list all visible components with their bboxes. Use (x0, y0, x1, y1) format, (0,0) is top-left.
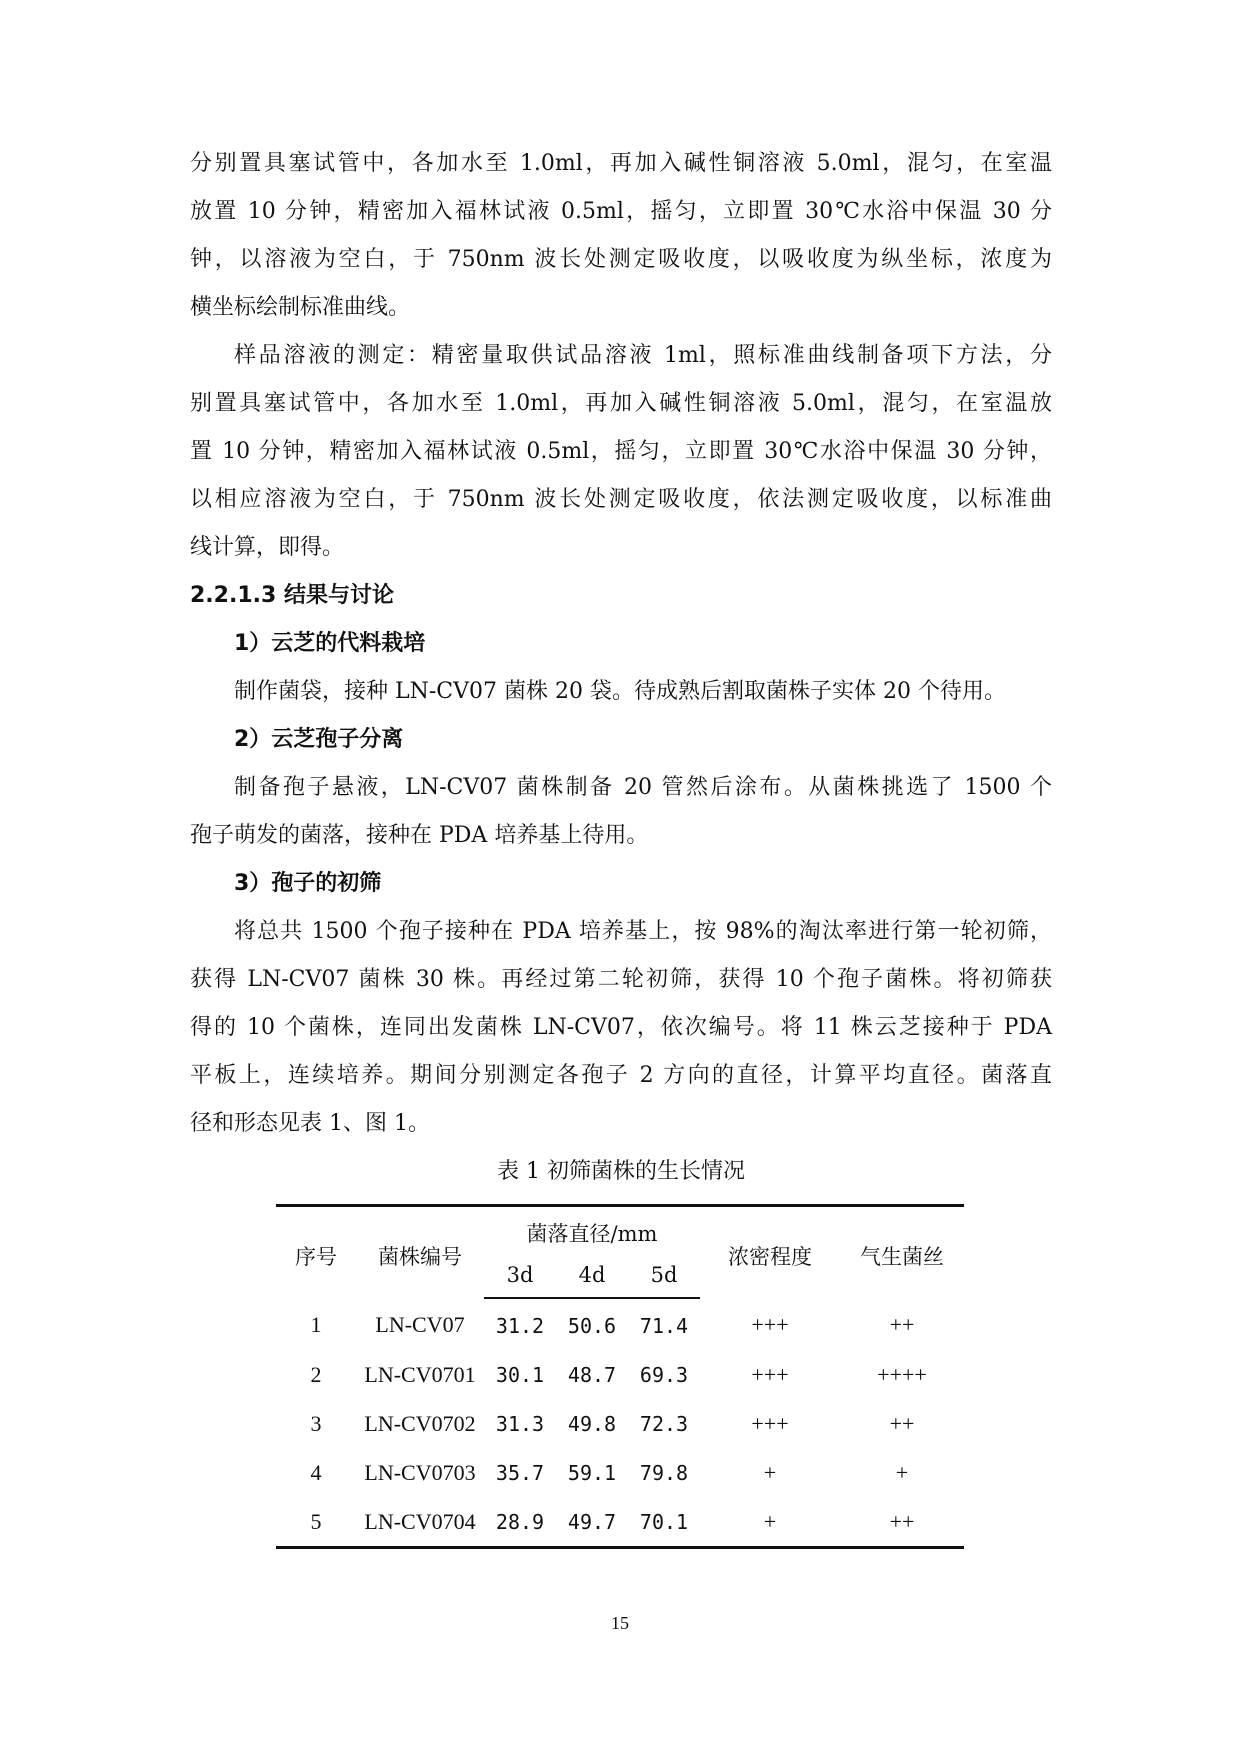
cell-d5: 72.3 (639, 1411, 689, 1436)
header-3d: 3d (484, 1253, 556, 1298)
cell-density: + (700, 1497, 840, 1548)
text-line: 钟，以溶液为空白，于 750nm 波长处测定吸收度，以吸收度为纵坐标，浓度为 (190, 247, 1052, 272)
text-line: 制备孢子悬液，LN-CV07 菌株制备 20 管然后涂布。从菌株挑选了 1500 个 (234, 775, 1052, 800)
text-line: 得的 10 个菌株，连同出发菌株 LN-CV07，依次编号。将 11 株云芝接种于 PDA (190, 1015, 1052, 1040)
subsection-heading-cultivation: 1）云芝的代料栽培 (234, 631, 426, 656)
header-diameter-group: 菌落直径/mm (484, 1206, 700, 1254)
cell-density: +++ (751, 1361, 789, 1387)
cell-density: +++ (751, 1312, 789, 1337)
cell-d4: 49.7 (556, 1497, 628, 1548)
cell-index: 4 (310, 1459, 322, 1485)
cell-d4: 50.6 (567, 1313, 617, 1338)
header-strain: 菌株编号 (356, 1206, 484, 1299)
text-line: 将总共 1500 个孢子接种在 PDA 培养基上，按 98%的淘汰率进行第一轮初筛， (234, 919, 1052, 944)
cell-strain: LN-CV0704 (356, 1497, 484, 1548)
table-row (276, 1448, 964, 1497)
cell-d3: 31.2 (495, 1313, 545, 1338)
cell-density: + (763, 1459, 777, 1485)
cell-index: 5 (276, 1497, 356, 1548)
table-row (276, 1399, 964, 1448)
cell-strain: LN-CV0702 (364, 1410, 476, 1436)
header-4d: 4d (556, 1253, 628, 1298)
cell-d5: 70.1 (628, 1497, 700, 1548)
cell-strain: LN-CV07 (375, 1312, 465, 1337)
cell-d3: 35.7 (495, 1460, 545, 1485)
subsection-heading-primary-screening: 3）孢子的初筛 (234, 871, 382, 896)
text-line: 横坐标绘制标准曲线。 (190, 295, 411, 320)
cell-strain: LN-CV0701 (364, 1361, 476, 1387)
text-line: 获得 LN-CV07 菌株 30 株。再经过第二轮初筛，获得 10 个孢子菌株。将初筛获 (190, 967, 1052, 992)
header-density: 浓密程度 (700, 1206, 840, 1299)
document-page (190, 140, 1052, 1549)
cell-aerial: ++ (840, 1497, 964, 1548)
text-line: 置 10 分钟，精密加入福林试液 0.5ml，摇匀，立即置 30℃水浴中保温 30 分钟， (190, 439, 1052, 464)
cell-d3: 30.1 (495, 1362, 545, 1387)
table-row (276, 1497, 964, 1548)
cell-index: 1 (310, 1312, 322, 1337)
cell-aerial: ++ (889, 1410, 915, 1436)
cell-d4: 48.7 (567, 1362, 617, 1387)
header-index: 序号 (276, 1206, 356, 1299)
cell-d5: 71.4 (639, 1313, 689, 1338)
growth-table (276, 1204, 964, 1549)
text-line: 样品溶液的测定：精密量取供试品溶液 1ml，照标准曲线制备项下方法，分 (234, 343, 1052, 368)
cell-aerial: ++ (889, 1312, 915, 1337)
text-line: 线计算，即得。 (190, 535, 345, 560)
table-header-row (276, 1206, 964, 1254)
cell-index: 2 (310, 1361, 322, 1387)
cell-d4: 49.8 (567, 1411, 617, 1436)
text-line: 以相应溶液为空白，于 750nm 波长处测定吸收度，依法测定吸收度，以标准曲 (190, 487, 1052, 512)
text-line: 分别置具塞试管中，各加水至 1.0ml，再加入碱性铜溶液 5.0ml，混匀，在室温 (190, 151, 1052, 176)
subsection-heading-spore-isolation: 2）云芝孢子分离 (234, 727, 404, 752)
table-row (276, 1350, 964, 1399)
text-line: 别置具塞试管中，各加水至 1.0ml，再加入碱性铜溶液 5.0ml，混匀，在室温放 (190, 391, 1052, 416)
text-line: 平板上，连续培养。期间分别测定各孢子 2 方向的直径，计算平均直径。菌落直 (190, 1063, 1052, 1088)
cell-d5: 79.8 (639, 1460, 689, 1485)
cell-d4: 59.1 (567, 1460, 617, 1485)
paragraph-sample-determination (190, 332, 1052, 572)
cell-strain: LN-CV0703 (364, 1459, 476, 1485)
section-heading: 2.2.1.3 结果与讨论 (190, 583, 394, 608)
text-line: 放置 10 分钟，精密加入福林试液 0.5ml，摇匀，立即置 30℃水浴中保温 30 分 (190, 199, 1052, 224)
cell-aerial: ++++ (877, 1361, 927, 1387)
header-aerial-mycelium: 气生菌丝 (840, 1206, 964, 1299)
text-line: 制作菌袋，接种 LN-CV07 菌株 20 袋。待成熟后割取菌株子实体 20 个待用。 (234, 679, 1006, 704)
text-line: 径和形态见表 1、图 1。 (190, 1111, 430, 1136)
text-line: 孢子萌发的菌落，接种在 PDA 培养基上待用。 (190, 823, 649, 848)
cell-aerial: + (895, 1459, 909, 1485)
cell-d3: 28.9 (484, 1497, 556, 1548)
page-number: 15 (611, 1613, 629, 1633)
cell-density: +++ (751, 1410, 789, 1436)
table-row (276, 1298, 964, 1350)
cell-index: 3 (310, 1410, 322, 1436)
cell-d5: 69.3 (639, 1362, 689, 1387)
cell-d3: 31.3 (495, 1411, 545, 1436)
header-5d: 5d (628, 1253, 700, 1298)
table-caption: 表 1 初筛菌株的生长情况 (497, 1159, 745, 1184)
paragraph-standard-curve (190, 140, 1052, 332)
